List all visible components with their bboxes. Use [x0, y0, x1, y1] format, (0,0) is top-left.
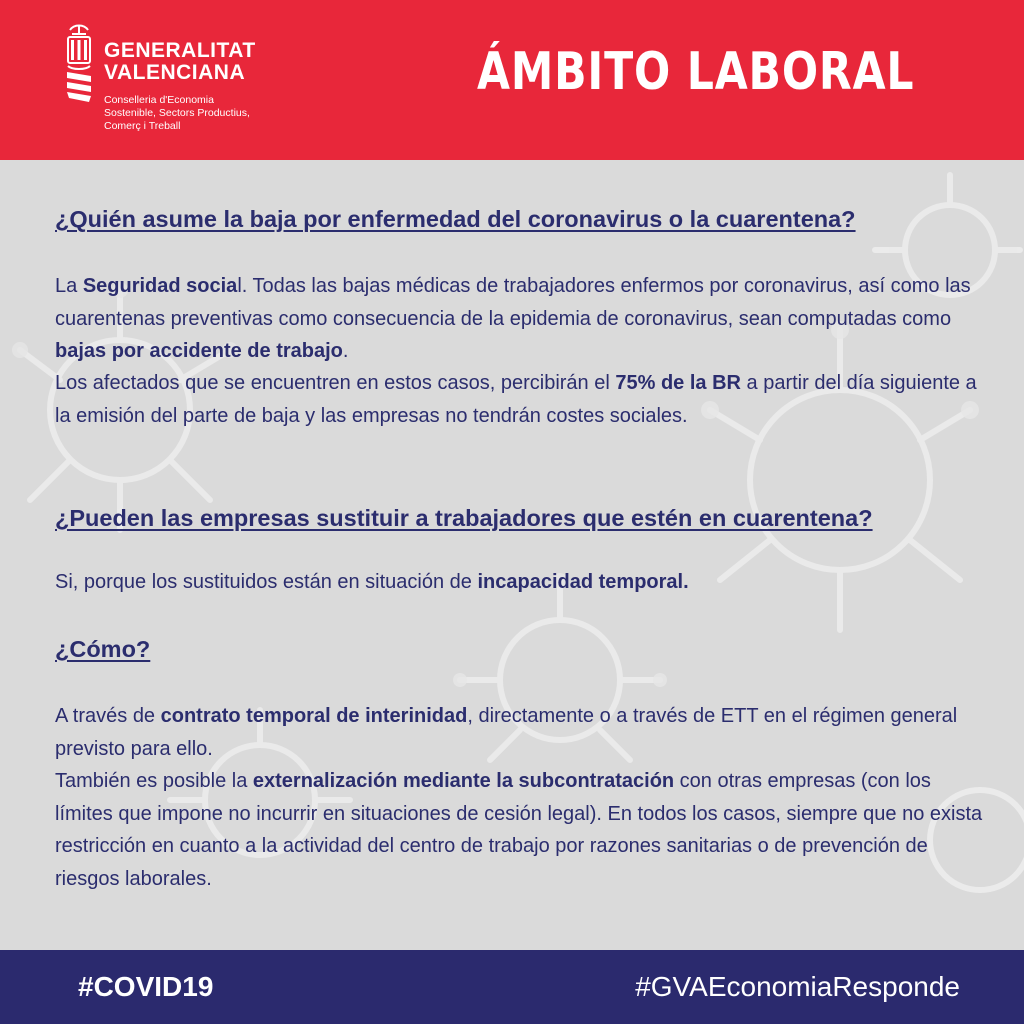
answer-2-p1-text: Si, porque los sustituidos están en situación de	[55, 571, 478, 593]
answer-1-p1-text: La	[55, 275, 83, 297]
section-title: ÁMBITO LABORAL	[476, 42, 914, 102]
department-name	[104, 94, 250, 133]
answer-3-p2-text: con otras empresas (con los límites que impone no incurrir en situaciones de cesión legal). En todos los casos, siempre que no exista restricción en cuanto a la actividad del centro de trabajo por razones sanitarias o de prevención de riesgos laborales.	[55, 770, 983, 890]
answer-1-p1-bold: Seguridad socia	[82, 275, 238, 297]
question-3: ¿Cómo?	[55, 636, 151, 662]
answer-3-p1-text: , directamente o a través de ETT en el régimen general previsto para ello.	[55, 705, 958, 760]
dept-line3: Comerç i Treball	[104, 120, 181, 132]
answer-3-paragraph-1	[55, 700, 990, 765]
answer-1-p2-text: a partir del día siguiente a la emisión del parte de baja y las empresas no tendrán costes sociales.	[55, 372, 977, 427]
answer-1-p1-text: .	[342, 340, 349, 362]
answer-1-p1-text: l. Todas las bajas médicas de trabajadores enfermos por coronavirus, así como las cuarentenas preventivas como consecuencia de la epidemia de coronavirus, sean computadas como	[55, 275, 971, 330]
answer-3-p2-text: También es posible la	[55, 770, 253, 792]
org-name-line2: VALENCIANA	[104, 61, 246, 84]
generalitat-logo	[62, 24, 302, 144]
answer-2-p1-bold: incapacidad temporal.	[477, 571, 689, 593]
header-banner	[0, 0, 1024, 160]
footer-banner	[0, 950, 1024, 1024]
question-1: ¿Quién asume la baja por enfermedad del coronavirus o la cuarentena?	[55, 206, 856, 232]
answer-1-paragraph-2	[55, 367, 990, 432]
answer-1-paragraph-1	[55, 270, 990, 368]
answer-2-paragraph-1	[55, 566, 990, 599]
question-2: ¿Pueden las empresas sustituir a trabajadores que estén en cuarentena?	[55, 505, 873, 531]
hashtag-gva-economia-responde: #GVAEconomiaResponde	[635, 971, 960, 1002]
answer-3-p1-text: A través de	[55, 705, 161, 727]
hashtag-covid19: #COVID19	[78, 971, 214, 1002]
answer-3-p2-bold: externalización mediante la subcontratación	[252, 770, 675, 792]
answer-3-p1-bold: contrato temporal de interinidad	[160, 705, 468, 727]
answer-3-paragraph-2	[55, 765, 990, 895]
dept-line2: Sostenible, Sectors Productius,	[104, 107, 250, 119]
organization-name	[104, 40, 256, 84]
content-area	[0, 160, 1024, 950]
generalitat-emblem-icon	[62, 24, 96, 106]
answer-1-p2-text: Los afectados que se encuentren en estos casos, percibirán el	[55, 372, 616, 394]
answer-1-p2-bold: 75% de la BR	[615, 372, 741, 394]
answer-1-p1-bold: bajas por accidente de trabajo	[55, 340, 343, 362]
dept-line1: Conselleria d'Economia	[104, 94, 214, 106]
org-name-line1: GENERALITAT	[104, 39, 256, 62]
